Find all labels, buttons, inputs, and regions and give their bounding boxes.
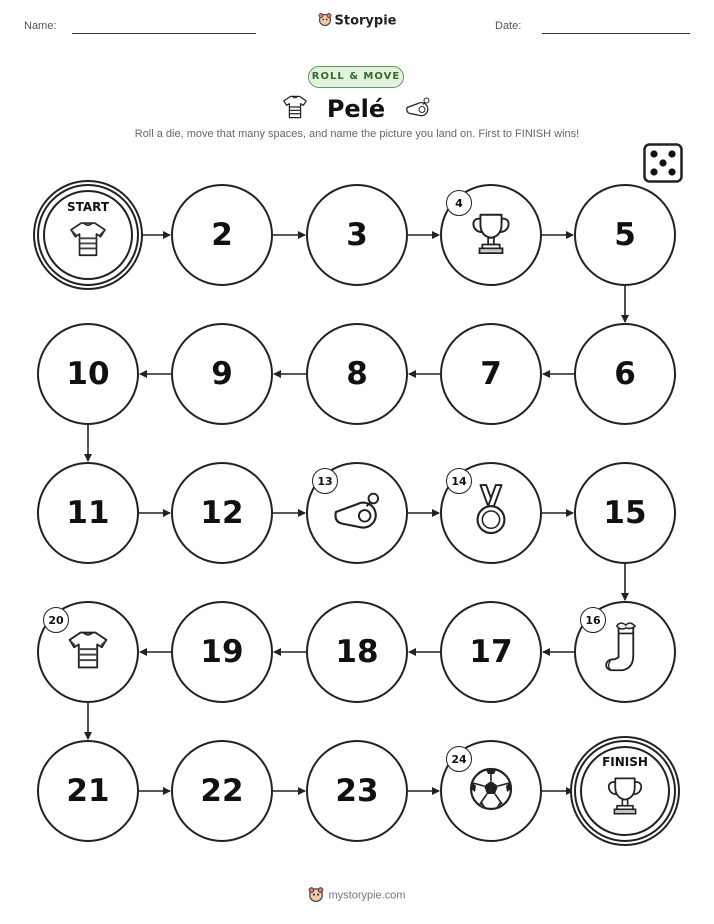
board-space bbox=[37, 462, 139, 564]
space-number: 11 bbox=[66, 495, 110, 531]
shirt-icon bbox=[67, 218, 109, 264]
space-number-tag: 4 bbox=[446, 190, 472, 216]
shirt-icon bbox=[65, 627, 111, 677]
space-number: 23 bbox=[335, 773, 379, 809]
space-number-tag: 24 bbox=[446, 746, 472, 772]
instructions: Roll a die, move that many spaces, and name the picture you land on. First to FINISH wins! bbox=[134, 128, 580, 140]
brand-name: Storypie bbox=[334, 13, 397, 29]
board-space bbox=[574, 601, 676, 703]
space-number: 15 bbox=[603, 495, 647, 531]
board-space bbox=[440, 601, 542, 703]
brand bbox=[0, 12, 714, 30]
space-number-tag: 16 bbox=[580, 607, 606, 633]
name-line[interactable] bbox=[72, 33, 256, 34]
shirt-icon bbox=[281, 93, 309, 125]
space-number-tag: 20 bbox=[43, 607, 69, 633]
board-space bbox=[574, 184, 676, 286]
board-space bbox=[440, 323, 542, 425]
die-icon bbox=[643, 143, 683, 183]
board-space bbox=[171, 323, 273, 425]
board-space bbox=[171, 184, 273, 286]
space-number: 10 bbox=[66, 356, 110, 392]
whistle-icon bbox=[403, 94, 433, 124]
whistle-icon bbox=[328, 487, 386, 539]
name-label: Name: bbox=[24, 20, 57, 32]
soccer-ball-icon bbox=[466, 764, 516, 818]
page-title: Pelé bbox=[326, 95, 386, 123]
date-line[interactable] bbox=[542, 33, 690, 34]
space-number: 6 bbox=[614, 356, 636, 392]
space-number: 18 bbox=[335, 634, 379, 670]
space-number-tag: 13 bbox=[312, 468, 338, 494]
storypie-logo-icon bbox=[308, 886, 324, 905]
space-number: 2 bbox=[211, 217, 233, 253]
board-space bbox=[574, 740, 676, 842]
board-space bbox=[440, 740, 542, 842]
start-label: START bbox=[66, 200, 110, 214]
storypie-logo-icon bbox=[318, 12, 332, 30]
roll-and-move-badge: ROLL & MOVE bbox=[308, 66, 404, 88]
board-space bbox=[306, 323, 408, 425]
sock-icon bbox=[602, 622, 648, 682]
board-space bbox=[306, 740, 408, 842]
space-number-tag: 14 bbox=[446, 468, 472, 494]
finish-label: FINISH bbox=[602, 755, 648, 769]
space-number: 22 bbox=[200, 773, 244, 809]
board-space bbox=[37, 740, 139, 842]
board-space bbox=[574, 462, 676, 564]
trophy-icon bbox=[603, 773, 647, 821]
board-space bbox=[306, 601, 408, 703]
space-number: 5 bbox=[614, 217, 636, 253]
space-number: 7 bbox=[480, 356, 502, 392]
title-row bbox=[0, 92, 714, 126]
space-number: 12 bbox=[200, 495, 244, 531]
board-space bbox=[37, 323, 139, 425]
space-number: 3 bbox=[346, 217, 368, 253]
board-space bbox=[440, 462, 542, 564]
footer-url: mystorypie.com bbox=[328, 889, 406, 902]
board-space bbox=[574, 323, 676, 425]
space-number: 17 bbox=[469, 634, 513, 670]
board-space bbox=[37, 601, 139, 703]
footer bbox=[0, 886, 714, 905]
board-space bbox=[37, 184, 139, 286]
space-number: 9 bbox=[211, 356, 233, 392]
board-space bbox=[171, 462, 273, 564]
trophy-icon bbox=[467, 209, 515, 261]
board-space bbox=[440, 184, 542, 286]
board-space bbox=[306, 462, 408, 564]
space-number: 19 bbox=[200, 634, 244, 670]
space-number: 21 bbox=[66, 773, 110, 809]
space-number: 8 bbox=[346, 356, 368, 392]
medal-icon bbox=[467, 483, 515, 543]
date-label: Date: bbox=[495, 20, 522, 32]
board-space bbox=[171, 601, 273, 703]
board-space bbox=[306, 184, 408, 286]
board-space bbox=[171, 740, 273, 842]
